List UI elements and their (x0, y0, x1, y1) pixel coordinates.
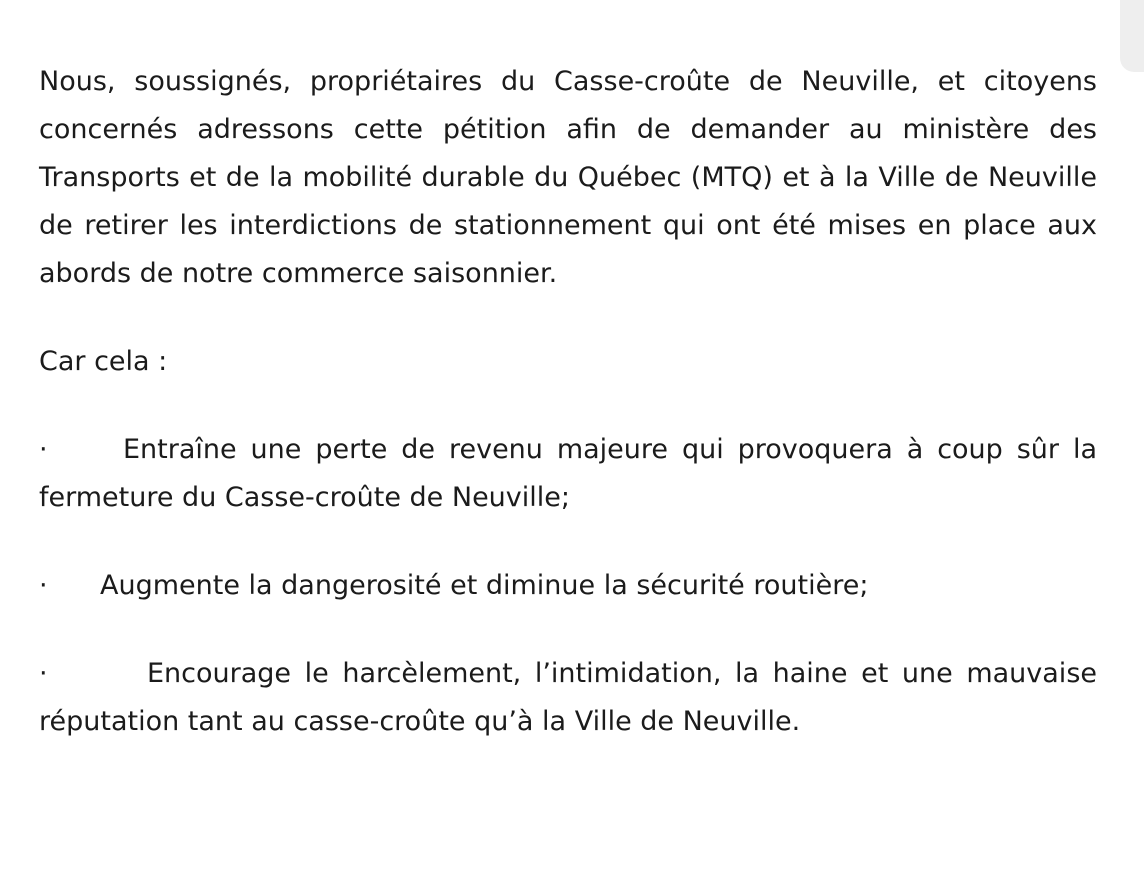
scrollbar-thumb[interactable] (1120, 0, 1144, 72)
reason-bullet-3 (39, 650, 1097, 746)
petition-text (39, 58, 1097, 786)
reason-text: Augmente la dangerosité et diminue la sécurité routière; (100, 570, 869, 601)
petition-intro-paragraph: Nous, soussignés, propriétaires du Casse-croûte de Neuville, et citoyens concernés adressons cette pétition afin de demander au ministère des Transports et de la mobilité durable du Québec (MTQ) et à la Ville de Neuville de retirer les interdictions de stationnement qui ont été mises en place aux abords de notre commerce saisonnier. (39, 66, 1097, 289)
bullet-dot-icon: · (39, 434, 48, 465)
reason-bullet-1 (39, 426, 1097, 522)
reason-text: Encourage le harcèlement, l’intimidation, la haine et une mauvaise réputation tant au casse-croûte qu’à la Ville de Neuville. (39, 658, 1097, 737)
bullet-dot-icon: · (39, 658, 48, 689)
reason-text: Entraîne une perte de revenu majeure qui provoquera à coup sûr la fermeture du Casse-croûte de Neuville; (39, 434, 1097, 513)
reason-bullet-2 (39, 562, 1097, 610)
bullet-dot-icon: · (39, 570, 48, 601)
reasons-lead: Car cela : (39, 346, 168, 377)
